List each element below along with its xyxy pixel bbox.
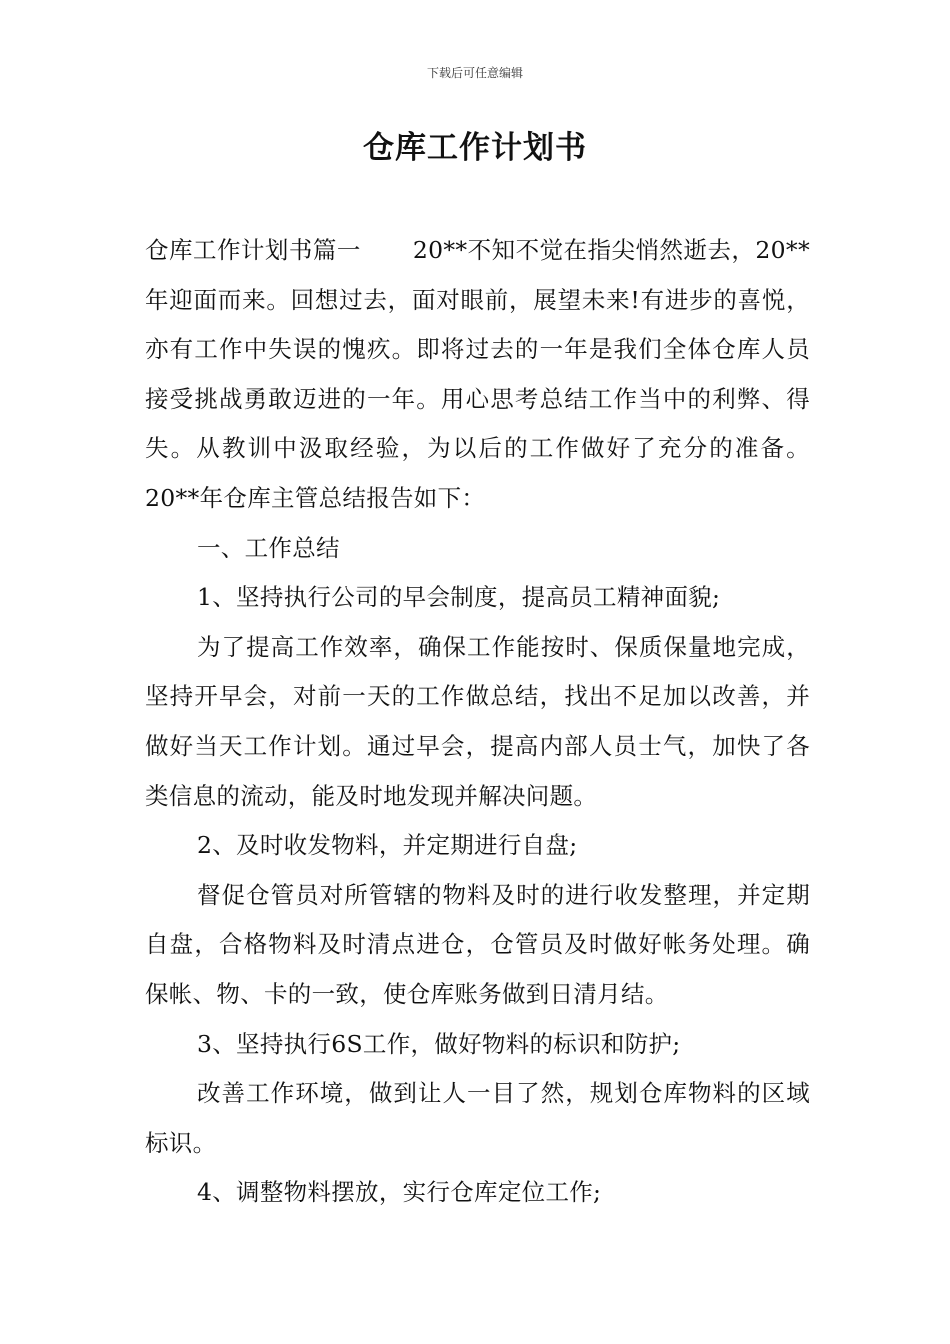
- page-title: 仓库工作计划书: [363, 130, 587, 166]
- item-4-title: 4、调整物料摆放，实行仓库定位工作;: [197, 1178, 602, 1207]
- intro-heading: 仓库工作计划书篇一: [145, 236, 361, 264]
- intro-text: 20**不知不觉在指尖悄然逝去，20**年迎面而来。回想过去，面对眼前，展望未来!有进步的喜悦，亦有工作中失误的愧疚。即将过去的一年是我们全体仓库人员接受挑战勇敢迈进的一年。用心思考总结工作当中的利弊、得失。从教训中汲取经验，为以后的工作做好了充分的准备。20**年仓库主管总结报告如下：: [145, 236, 811, 512]
- document-body: [145, 226, 810, 1218]
- item-3-body: 改善工作环境，做到让人一目了然，规划仓库物料的区域标识。: [145, 1079, 810, 1157]
- item-1-title: 1、坚持执行公司的早会制度，提高员工精神面貌;: [197, 583, 721, 612]
- item-2-body: 督促仓管员对所管辖的物料及时的进行收发整理，并定期自盘，合格物料及时清点进仓，仓管员及时做好帐务处理。确保帐、物、卡的一致，使仓库账务做到日清月结。: [145, 880, 810, 1008]
- section-heading: 一、工作总结: [197, 533, 340, 562]
- header-note: 下载后可任意编辑: [426, 66, 523, 80]
- item-3-title: 3、坚持执行6S工作，做好物料的标识和防护;: [197, 1029, 681, 1058]
- intro-paragraph: [145, 226, 810, 524]
- item-2-title: 2、及时收发物料，并定期进行自盘;: [197, 831, 578, 860]
- item-1-body: 为了提高工作效率，确保工作能按时、保质保量地完成，坚持开早会，对前一天的工作做总结，找出不足加以改善，并做好当天工作计划。通过早会，提高内部人员士气，加快了各类信息的流动，能及时地发现并解决问题。: [145, 632, 810, 810]
